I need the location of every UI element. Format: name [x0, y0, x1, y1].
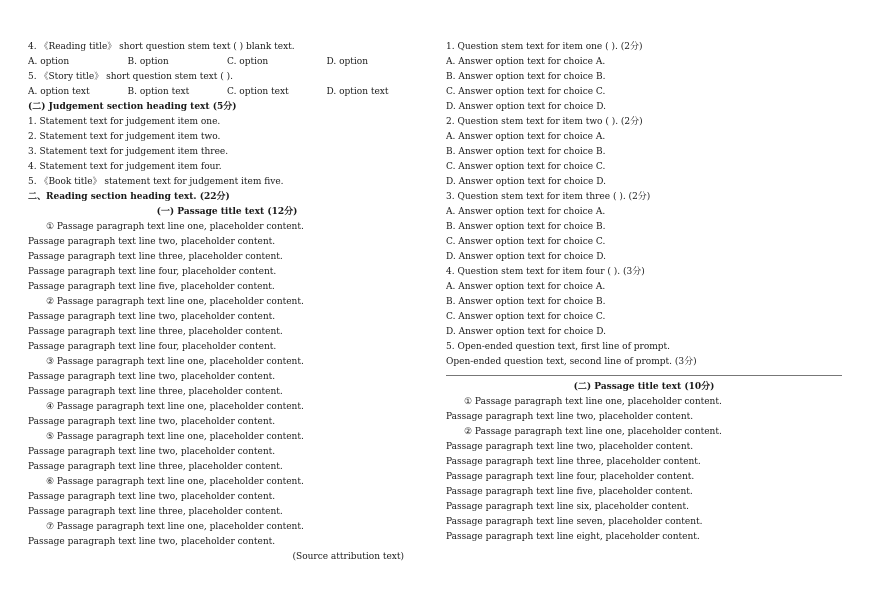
question-line: 5. 《Story title》 short question stem text ( ).	[28, 72, 233, 82]
section-divider	[446, 375, 842, 376]
question-line: 5. Open-ended question text, first line of prompt.	[446, 342, 671, 352]
question-line: 3. Statement text for judgement item three.	[28, 147, 229, 157]
paragraph-line: ④ Passage paragraph text line one, placeholder content.	[46, 402, 304, 412]
question-line: D. Answer option text for choice D.	[446, 252, 607, 262]
paragraph-line: Passage paragraph text line four, placeholder content.	[28, 267, 277, 277]
passage-title: (一) Passage title text (12分)	[156, 207, 298, 217]
question-line: B. Answer option text for choice B.	[446, 72, 606, 82]
question-line: 5. 《Book title》 statement text for judgement item five.	[28, 177, 284, 187]
paragraph-line: Passage paragraph text line eight, placeholder content.	[446, 532, 700, 542]
paragraph-line: Passage paragraph text line five, placeholder content.	[446, 487, 693, 497]
paragraph-line: Passage paragraph text line six, placeholder content.	[446, 502, 689, 512]
question-line: 4. Question stem text for item four ( ). (3分)	[446, 267, 645, 277]
question-line: A. Answer option text for choice A.	[446, 282, 606, 292]
paragraph-line: Passage paragraph text line three, placeholder content.	[28, 252, 283, 262]
paragraph-line: ② Passage paragraph text line one, placeholder content.	[464, 427, 722, 437]
option-row	[28, 85, 426, 100]
paragraph-line: Passage paragraph text line five, placeholder content.	[28, 282, 275, 292]
paragraph-line: Passage paragraph text line seven, placeholder content.	[446, 517, 703, 527]
paragraph-line: Passage paragraph text line three, placeholder content.	[28, 387, 283, 397]
paragraph-line: ② Passage paragraph text line one, placeholder content.	[46, 297, 304, 307]
question-line: D. Answer option text for choice D.	[446, 102, 607, 112]
option-text: D. option text	[326, 87, 389, 97]
paragraph-line: Passage paragraph text line three, placeholder content.	[446, 457, 701, 467]
left-column	[28, 40, 426, 565]
question-line: C. Answer option text for choice C.	[446, 312, 606, 322]
paragraph-line: Passage paragraph text line three, placeholder content.	[28, 462, 283, 472]
paragraph-line: ③ Passage paragraph text line one, placeholder content.	[46, 357, 304, 367]
option-text: A. option	[28, 57, 70, 67]
paragraph-line: ① Passage paragraph text line one, placeholder content.	[464, 397, 722, 407]
section-heading: 二、Reading section heading text. (22分)	[28, 192, 230, 202]
paragraph-line: ⑤ Passage paragraph text line one, placeholder content.	[46, 432, 304, 442]
paragraph-line: Passage paragraph text line two, placeholder content.	[28, 237, 276, 247]
question-line: 2. Statement text for judgement item two.	[28, 132, 221, 142]
section-heading: (二) Judgement section heading text (5分)	[28, 102, 237, 112]
question-line: Open-ended question text, second line of prompt. (3分)	[446, 357, 697, 367]
paragraph-line: ⑦ Passage paragraph text line one, placeholder content.	[46, 522, 304, 532]
question-line: A. Answer option text for choice A.	[446, 57, 606, 67]
option-text: B. option	[127, 57, 169, 67]
option-row	[28, 55, 426, 70]
source-note: (Source attribution text)	[292, 552, 404, 562]
question-line: 3. Question stem text for item three ( ). (2分)	[446, 192, 651, 202]
question-line: C. Answer option text for choice C.	[446, 87, 606, 97]
paragraph-line: Passage paragraph text line two, placeholder content.	[28, 312, 276, 322]
right-column	[446, 40, 842, 545]
question-line: D. Answer option text for choice D.	[446, 327, 607, 337]
question-line: 4. Statement text for judgement item four.	[28, 162, 222, 172]
paragraph-line: Passage paragraph text line two, placeholder content.	[28, 447, 276, 457]
paragraph-line: ⑥ Passage paragraph text line one, placeholder content.	[46, 477, 304, 487]
passage-title: (二) Passage title text (10分)	[573, 382, 715, 392]
paragraph-line: Passage paragraph text line two, placeholder content.	[28, 492, 276, 502]
paragraph-line: Passage paragraph text line two, placeholder content.	[446, 412, 694, 422]
paragraph-line: Passage paragraph text line three, placeholder content.	[28, 327, 283, 337]
question-line: C. Answer option text for choice C.	[446, 237, 606, 247]
paragraph-line: Passage paragraph text line two, placeholder content.	[28, 537, 276, 547]
question-line: D. Answer option text for choice D.	[446, 177, 607, 187]
option-text: C. option	[227, 57, 269, 67]
paragraph-line: Passage paragraph text line two, placeholder content.	[28, 417, 276, 427]
question-line: 1. Statement text for judgement item one.	[28, 117, 221, 127]
paragraph-line: Passage paragraph text line two, placeholder content.	[28, 372, 276, 382]
question-line: C. Answer option text for choice C.	[446, 162, 606, 172]
question-line: 2. Question stem text for item two ( ). (2分)	[446, 117, 643, 127]
paragraph-line: Passage paragraph text line four, placeholder content.	[446, 472, 695, 482]
question-line: 4. 《Reading title》 short question stem text ( ) blank text.	[28, 42, 295, 52]
question-line: B. Answer option text for choice B.	[446, 222, 606, 232]
paragraph-line: Passage paragraph text line four, placeholder content.	[28, 342, 277, 352]
option-text: B. option text	[127, 87, 190, 97]
paragraph-line: ① Passage paragraph text line one, placeholder content.	[46, 222, 304, 232]
option-text: C. option text	[227, 87, 289, 97]
question-line: B. Answer option text for choice B.	[446, 147, 606, 157]
question-line: B. Answer option text for choice B.	[446, 297, 606, 307]
option-text: D. option	[326, 57, 369, 67]
question-line: A. Answer option text for choice A.	[446, 132, 606, 142]
paragraph-line: Passage paragraph text line two, placeholder content.	[446, 442, 694, 452]
paragraph-line: Passage paragraph text line three, placeholder content.	[28, 507, 283, 517]
question-line: 1. Question stem text for item one ( ). (2分)	[446, 42, 643, 52]
option-text: A. option text	[28, 87, 90, 97]
question-line: A. Answer option text for choice A.	[446, 207, 606, 217]
